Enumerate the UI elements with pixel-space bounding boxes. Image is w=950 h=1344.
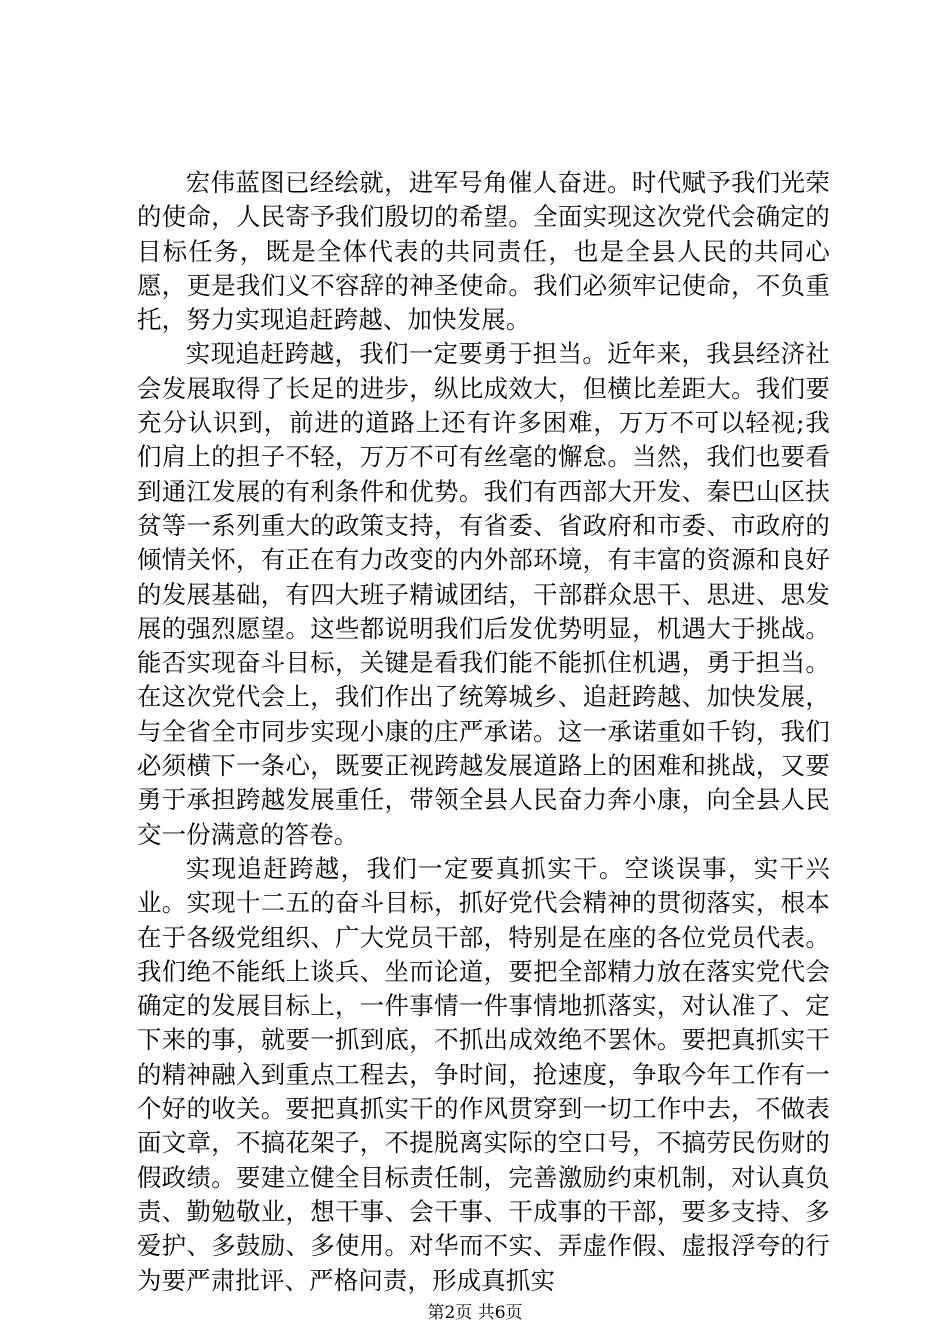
paragraph-1: 宏伟蓝图已经绘就，进军号角催人奋进。时代赋予我们光荣的使命，人民寄予我们殷切的希望。全面实现这次党代会确定的目标任务，既是全体代表的共同责任，也是全县人民的共同心愿，更是我们义不容辞的神圣使命。我们必须牢记使命，不负重托，努力实现追赶跨越、加快发展。 (137, 168, 830, 335)
paragraph-3: 实现追赶跨越，我们一定要真抓实干。空谈误事，实干兴业。实现十二五的奋斗目标，抓好党代会精神的贯彻落实，根本在于各级党组织、广大党员干部，特别是在座的各位党员代表。我们绝不能纸上谈兵、坐而论道，要把全部精力放在落实党代会确定的发展目标上，一件事情一件事情地抓落实，对认准了、定下来的事，就要一抓到底，不抓出成效绝不罢休。要把真抓实干的精神融入到重点工程去，争时间，抢速度，争取今年工作有一个好的收关。要把真抓实干的作风贯穿到一切工作中去，不做表面文章，不搞花架子，不提脱离实际的空口号，不搞劳民伤财的假政绩。要建立健全目标责任制，完善激励约束机制，对认真负责、勤勉敬业，想干事、会干事、干成事的干部，要多支持、多爱护、多鼓励、多使用。对华而不实、弄虚作假、虚报浮夸的行为要严肃批评、严格问责，形成真抓实 (137, 853, 830, 1295)
document-body (137, 166, 830, 1298)
paragraph-2: 实现追赶跨越，我们一定要勇于担当。近年来，我县经济社会发展取得了长足的进步，纵比成效大，但横比差距大。我们要充分认识到，前进的道路上还有许多困难，万万不可以轻视;我们肩上的担子不轻，万万不可有丝毫的懈怠。当然，我们也要看到通江发展的有利条件和优势。我们有西部大开发、秦巴山区扶贫等一系列重大的政策支持，有省委、省政府和市委、市政府的倾情关怀，有正在有力改变的内外部环境，有丰富的资源和良好的发展基础，有四大班子精诚团结，干部群众思干、思进、思发展的强烈愿望。这些都说明我们后发优势明显，机遇大于挑战。能否实现奋斗目标，关键是看我们能不能抓住机遇，勇于担当。在这次党代会上，我们作出了统筹城乡、追赶跨越、加快发展，与全省全市同步实现小康的庄严承诺。这一承诺重如千钧，我们必须横下一条心，既要正视跨越发展道路上的困难和挑战，又要勇于承担跨越发展重任，带领全县人民奋力奔小康，向全县人民交一份满意的答卷。 (137, 339, 830, 849)
page-number-footer: 第2页 共6页 (427, 1303, 523, 1323)
